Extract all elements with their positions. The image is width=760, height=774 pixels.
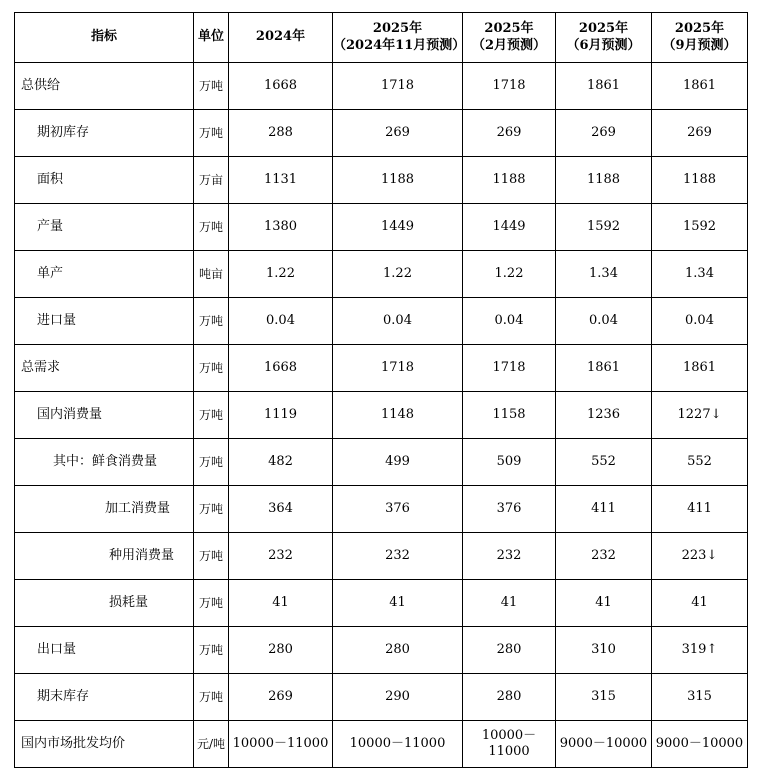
- cell-value: 223↓: [652, 533, 748, 580]
- cell-value: 269: [652, 110, 748, 157]
- cell-value: 0.04: [333, 298, 463, 345]
- row-label: 加工消费量: [15, 486, 194, 533]
- cell-value: 1.34: [652, 251, 748, 298]
- row-label: 出口量: [15, 627, 194, 674]
- cell-value: 411: [652, 486, 748, 533]
- cell-value: 1380: [229, 204, 333, 251]
- row-unit: 万吨: [194, 627, 229, 674]
- table-row: [15, 204, 748, 251]
- table-row: [15, 110, 748, 157]
- balance-sheet-table: [14, 12, 748, 768]
- row-label: 国内消费量: [15, 392, 194, 439]
- cell-value: 1668: [229, 345, 333, 392]
- cell-value: 288: [229, 110, 333, 157]
- row-unit: 万吨: [194, 110, 229, 157]
- table-row: [15, 439, 748, 486]
- cell-value: 232: [333, 533, 463, 580]
- header-2025-jun-forecast: [556, 13, 652, 63]
- cell-value: 1861: [652, 345, 748, 392]
- table-row: [15, 392, 748, 439]
- cell-value: 269: [229, 674, 333, 721]
- cell-value: 10000－11000: [229, 721, 333, 768]
- cell-value: 1861: [652, 63, 748, 110]
- cell-value: 269: [463, 110, 556, 157]
- header-2025-sep-forecast: [652, 13, 748, 63]
- cell-value: 1236: [556, 392, 652, 439]
- header-year: 2025年: [372, 21, 423, 37]
- cell-value: 1131: [229, 157, 333, 204]
- row-unit: 万吨: [194, 674, 229, 721]
- table-row: [15, 298, 748, 345]
- cell-value: 1592: [556, 204, 652, 251]
- row-unit: 万吨: [194, 486, 229, 533]
- header-year: 2025年: [578, 21, 629, 37]
- row-label: 期初库存: [15, 110, 194, 157]
- header-row: [15, 13, 748, 63]
- cell-value: 1718: [463, 63, 556, 110]
- cell-value: 310: [556, 627, 652, 674]
- row-label: 损耗量: [15, 580, 194, 627]
- header-unit: 单位: [194, 13, 229, 63]
- cell-value: 280: [333, 627, 463, 674]
- cell-value: 41: [652, 580, 748, 627]
- cell-value: 41: [556, 580, 652, 627]
- table-row: [15, 580, 748, 627]
- cell-value: 41: [333, 580, 463, 627]
- table-row: [15, 627, 748, 674]
- header-forecast-note: （9月预测）: [662, 37, 737, 53]
- cell-value: 1227↓: [652, 392, 748, 439]
- cell-value: 0.04: [463, 298, 556, 345]
- row-unit: 万吨: [194, 63, 229, 110]
- cell-value: 376: [333, 486, 463, 533]
- cell-value: 364: [229, 486, 333, 533]
- cell-value: 232: [463, 533, 556, 580]
- cell-value: 552: [556, 439, 652, 486]
- cell-value: 280: [463, 674, 556, 721]
- cell-value: 41: [229, 580, 333, 627]
- row-label: 产量: [15, 204, 194, 251]
- table-row: [15, 157, 748, 204]
- row-unit: 万吨: [194, 298, 229, 345]
- cell-value: 290: [333, 674, 463, 721]
- cell-value: 1449: [463, 204, 556, 251]
- cell-value: 1718: [463, 345, 556, 392]
- cell-value: 1.34: [556, 251, 652, 298]
- cell-value: 1158: [463, 392, 556, 439]
- row-label: 总需求: [15, 345, 194, 392]
- row-unit: 万吨: [194, 392, 229, 439]
- cell-value: 1718: [333, 63, 463, 110]
- row-unit: 吨亩: [194, 251, 229, 298]
- cell-value: 1119: [229, 392, 333, 439]
- row-unit: 万亩: [194, 157, 229, 204]
- row-unit: 万吨: [194, 439, 229, 486]
- header-forecast-note: （2024年11月预测）: [333, 37, 466, 53]
- cell-value: 269: [333, 110, 463, 157]
- cell-value: 1718: [333, 345, 463, 392]
- cell-value: 1148: [333, 392, 463, 439]
- table-row: [15, 674, 748, 721]
- cell-value: 280: [463, 627, 556, 674]
- table-row: [15, 251, 748, 298]
- row-label: 面积: [15, 157, 194, 204]
- cell-value: 9000－10000: [652, 721, 748, 768]
- header-2025-feb-forecast: [463, 13, 556, 63]
- cell-value: 1668: [229, 63, 333, 110]
- row-label: 期末库存: [15, 674, 194, 721]
- header-2025-nov-forecast: [333, 13, 466, 63]
- table-row: [15, 63, 748, 110]
- cell-value: 319↑: [652, 627, 748, 674]
- cell-value: 10000－11000: [333, 721, 463, 768]
- cell-value: 1449: [333, 204, 463, 251]
- cell-value: 232: [229, 533, 333, 580]
- header-forecast-note: （2月预测）: [471, 37, 547, 53]
- table-row: [15, 533, 748, 580]
- table-row: [15, 345, 748, 392]
- cell-value: 0.04: [556, 298, 652, 345]
- row-label: 国内市场批发均价: [15, 721, 194, 768]
- cell-value: 232: [556, 533, 652, 580]
- row-label: 进口量: [15, 298, 194, 345]
- cell-value: 315: [652, 674, 748, 721]
- row-unit: 元/吨: [194, 721, 229, 768]
- header-indicator: 指标: [15, 13, 194, 63]
- cell-value: 269: [556, 110, 652, 157]
- cell-value: 0.04: [229, 298, 333, 345]
- cell-value: 376: [463, 486, 556, 533]
- header-forecast-note: （6月预测）: [566, 37, 641, 53]
- cell-value: 1.22: [333, 251, 463, 298]
- row-unit: 万吨: [194, 533, 229, 580]
- cell-value: 499: [333, 439, 463, 486]
- row-label: 其中：鲜食消费量: [15, 439, 194, 486]
- header-2024: 2024年: [229, 13, 333, 63]
- cell-value: 315: [556, 674, 652, 721]
- cell-value: 1188: [463, 157, 556, 204]
- row-unit: 万吨: [194, 580, 229, 627]
- cell-value: 1188: [333, 157, 463, 204]
- header-year: 2025年: [484, 21, 534, 37]
- cell-value: 10000－11000: [463, 721, 556, 768]
- cell-value: 1188: [556, 157, 652, 204]
- cell-value: 41: [463, 580, 556, 627]
- row-unit: 万吨: [194, 345, 229, 392]
- row-unit: 万吨: [194, 204, 229, 251]
- row-label: 种用消费量: [15, 533, 194, 580]
- cell-value: 9000－10000: [556, 721, 652, 768]
- cell-value: 1188: [652, 157, 748, 204]
- table-row: [15, 486, 748, 533]
- cell-value: 509: [463, 439, 556, 486]
- row-label: 单产: [15, 251, 194, 298]
- cell-value: 482: [229, 439, 333, 486]
- cell-value: 0.04: [652, 298, 748, 345]
- table-row: [15, 721, 748, 768]
- header-year: 2025年: [674, 21, 725, 37]
- row-label: 总供给: [15, 63, 194, 110]
- cell-value: 1.22: [229, 251, 333, 298]
- cell-value: 1592: [652, 204, 748, 251]
- cell-value: 552: [652, 439, 748, 486]
- cell-value: 280: [229, 627, 333, 674]
- cell-value: 411: [556, 486, 652, 533]
- cell-value: 1.22: [463, 251, 556, 298]
- cell-value: 1861: [556, 63, 652, 110]
- cell-value: 1861: [556, 345, 652, 392]
